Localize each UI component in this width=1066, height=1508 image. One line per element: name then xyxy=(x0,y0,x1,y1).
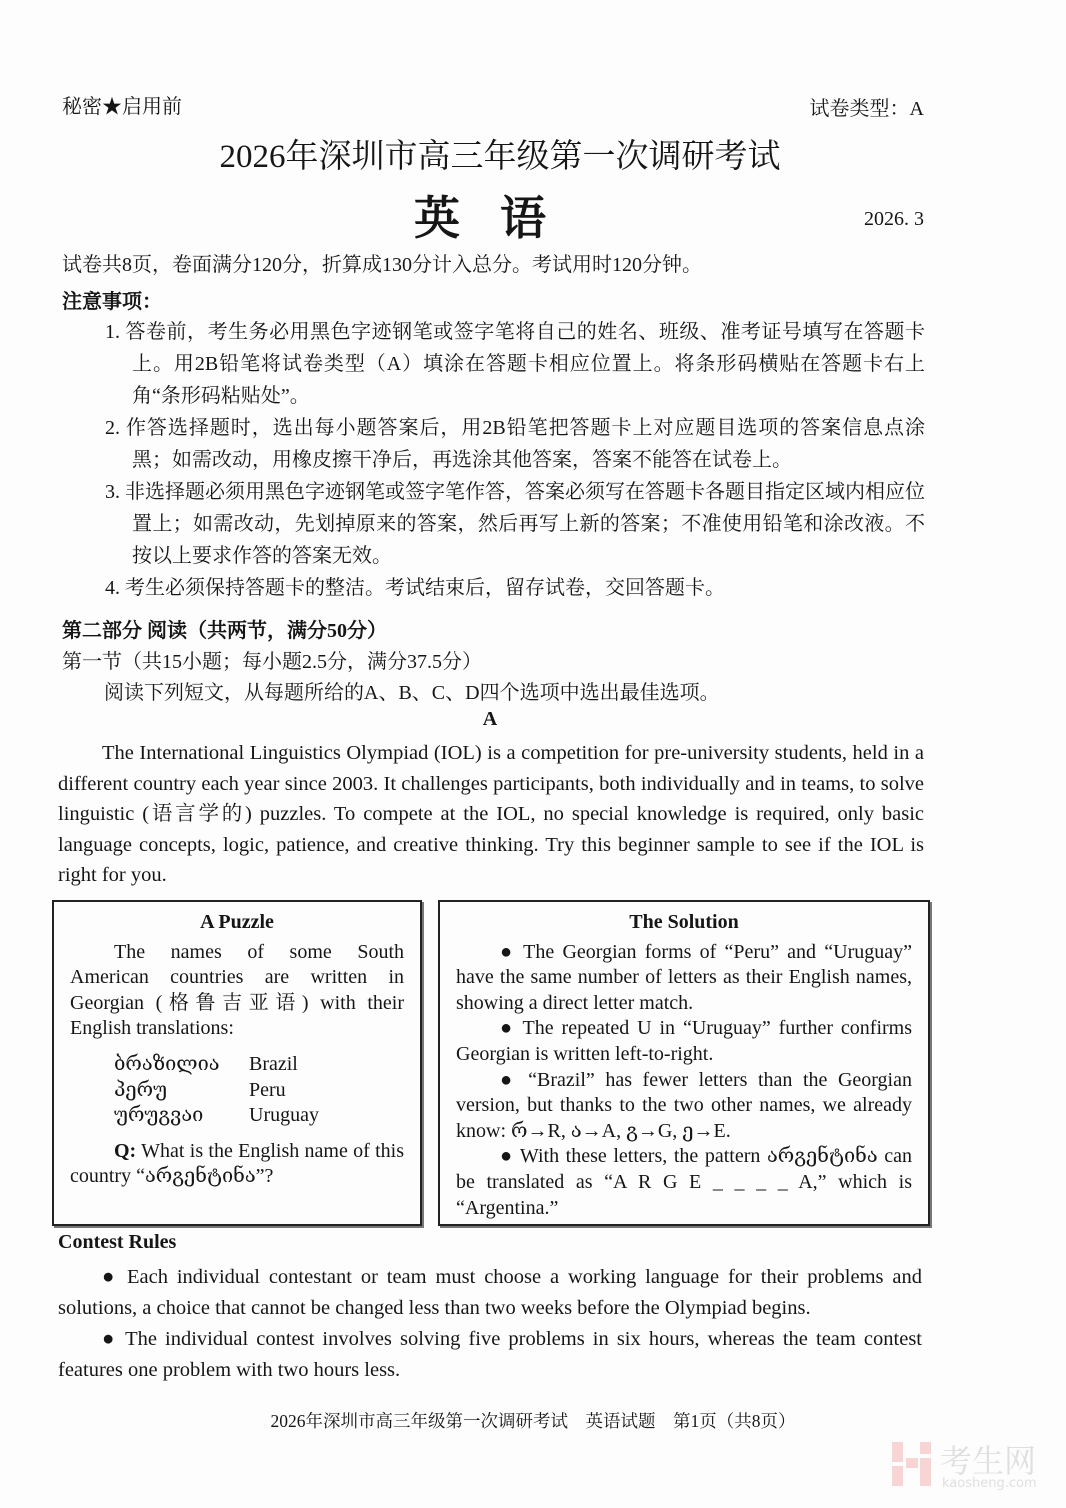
puzzle-question xyxy=(70,1139,404,1190)
watermark-cn: 考生网 xyxy=(940,1442,1037,1480)
note-item: 2. 作答选择题时，选出每小题答案后，用2B铅笔把答题卡上对应题目选项的答案信息点涂黑；如需改动，用橡皮擦干净后，再选涂其他答案，答案不能答在试卷上。 xyxy=(105,417,925,471)
bullet-icon: ● xyxy=(102,1266,127,1288)
note-item: 4. 考生必须保持答题卡的整洁。考试结束后，留存试卷，交回答题卡。 xyxy=(105,577,725,599)
note-item: 3. 非选择题必须用黑色字迹钢笔或签字笔作答，答案必须写在答题卡各题目指定区域内相应位置上；如需改动，先划掉原来的答案，然后再写上新的答案；不准使用铅笔和涂改液。不按以上要求作答的答案无效。 xyxy=(105,481,925,567)
georgian-word: პერუ xyxy=(114,1078,168,1101)
section-heading: 第一节（共15小题；每小题2.5分，满分37.5分） xyxy=(62,651,482,673)
rules-heading: Contest Rules xyxy=(58,1231,177,1253)
watermark-en: kaosheng.com xyxy=(942,1476,1037,1491)
question-label: Q: xyxy=(114,1139,137,1162)
puzzle-box xyxy=(52,900,422,1226)
puzzle-title: A Puzzle xyxy=(200,911,274,933)
passage-label: A xyxy=(482,708,498,730)
part-heading: 第二部分 阅读（共两节，满分50分） xyxy=(62,620,387,642)
bullet-icon: ● xyxy=(500,940,524,963)
solution-bullet: ● “Brazil” has fewer letters than the Georgian version, but thanks to the two other names, we already know: რ→R, ა→A, გ→G, ე→E. xyxy=(456,1068,912,1142)
notes-heading: 注意事项： xyxy=(62,291,162,313)
confidential-label: 秘密★启用前 xyxy=(62,96,182,118)
passage-text: The International Linguistics Olympiad (IOL) is a competition for pre-university students, held in a different country each year since 2003. It challenges participants, both individually and in teams, to solve linguistic (语言学的) puzzles. To compete at the IOL, no special knowledge is required, only basic language concepts, logic, patience, and creative thinking. Try this beginner sample to see if the IOL is right for you. xyxy=(58,742,924,887)
solution-bullet: ● The repeated U in “Uruguay” further confirms Georgian is written left-to-right. xyxy=(456,1017,913,1065)
bullet-icon: ● xyxy=(500,1068,529,1091)
puzzle-text: The names of some South American countries are written in Georgian (格鲁吉亚语) with their English translations: xyxy=(70,940,404,1040)
exam-intro: 试卷共8页，卷面满分120分，折算成130分计入总分。考试用时120分钟。 xyxy=(62,254,702,276)
bullet-icon: ● xyxy=(102,1328,126,1351)
solution-bullet: ● The Georgian forms of “Peru” and “Uruguay” have the same number of letters as their English names, showing a direct letter match. xyxy=(456,940,912,1014)
note-item: 1. 答卷前，考生务必用黑色字迹钢笔或签字笔将自己的姓名、班级、准考证号填写在答题卡上。用2B铅笔将试卷类型（A）填涂在答题卡相应位置上。将条形码横贴在答题卡右上角“条形码粘贴处”。 xyxy=(105,321,925,407)
english-word: Peru xyxy=(249,1078,286,1101)
logo-icon xyxy=(892,1442,932,1486)
paper-type: 试卷类型：A xyxy=(809,98,924,120)
bullet-icon: ● xyxy=(500,1145,520,1168)
notes-list xyxy=(105,316,925,604)
solution-bullet: ● With these letters, the pattern არგენტინა can be translated as “A R G E _ _ _ _ A,” which is “Argentina.” xyxy=(456,1145,913,1219)
watermark-logo xyxy=(892,1440,1066,1500)
subject-title: 英语 xyxy=(414,193,586,244)
rule-item: ● The individual contest involves solving five problems in six hours, whereas the team contest features one problem with two hours less. xyxy=(58,1328,922,1381)
instruction: 阅读下列短文，从每题所给的A、B、C、D四个选项中选出最佳选项。 xyxy=(104,682,720,704)
georgian-word: ურუგვაი xyxy=(114,1104,204,1127)
translation-table xyxy=(114,1052,404,1129)
question-text: What is the English name of this country “არგენტინა”? xyxy=(70,1139,404,1188)
page-footer: 2026年深圳市高三年级第一次调研考试 英语试题 第1页（共8页） xyxy=(270,1411,796,1431)
exam-date: 2026. 3 xyxy=(864,208,924,230)
english-word: Brazil xyxy=(249,1052,298,1075)
bullet-icon: ● xyxy=(500,1017,523,1040)
solution-title: The Solution xyxy=(629,911,739,933)
exam-title: 2026年深圳市高三年级第一次调研考试 xyxy=(219,139,781,175)
georgian-word: ბრაზილია xyxy=(114,1052,220,1075)
rule-item: ● Each individual contestant or team must choose a working language for their problems and solutions, a choice that cannot be changed less than two weeks before the Olympiad begins. xyxy=(58,1266,922,1319)
rules-list xyxy=(58,1262,922,1386)
solution-box xyxy=(438,900,930,1226)
english-word: Uruguay xyxy=(249,1104,319,1127)
